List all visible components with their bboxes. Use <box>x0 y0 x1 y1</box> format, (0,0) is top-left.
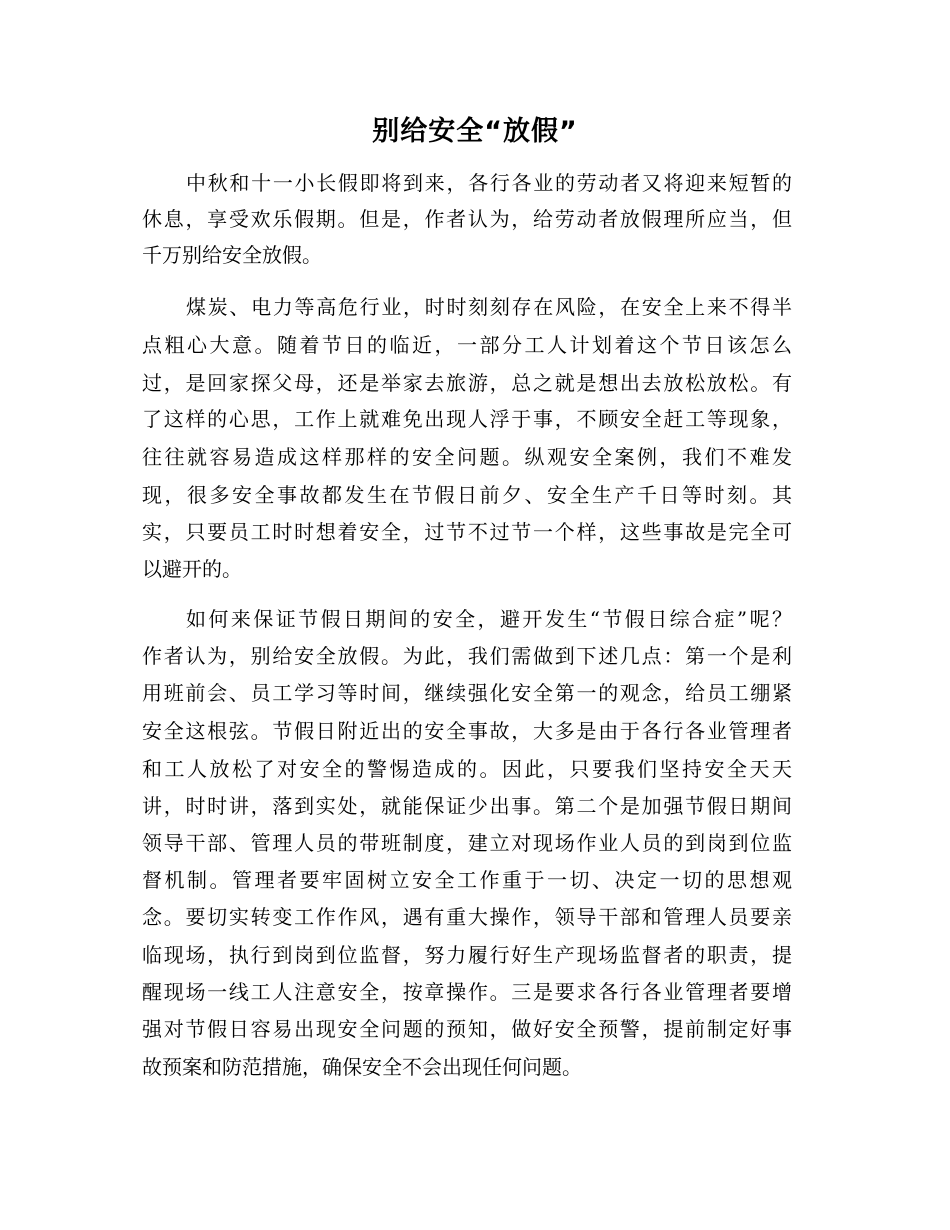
paragraph-3-line-9: 念。要切实转变工作作风，遇有重大操作，领导干部和管理人员要亲 <box>142 905 792 929</box>
paragraph-3-line-5: 和工人放松了对安全的警惕造成的。因此，只要我们坚持安全天天 <box>142 757 792 781</box>
paragraph-2-line-6: 现，很多安全事故都发生在节假日前夕、安全生产千日等时刻。其 <box>142 483 792 507</box>
paragraph-1-line-3: 千万别给安全放假。 <box>142 243 322 267</box>
paragraph-1-line-1: 中秋和十一小长假即将到来，各行各业的劳动者又将迎来短暂的 <box>186 171 792 195</box>
paragraph-2-line-7: 实，只要员工时时想着安全，过节不过节一个样，这些事故是完全可 <box>142 520 792 544</box>
document-title: 别给安全“放假” <box>372 116 578 147</box>
paragraph-3-line-13: 故预案和防范措施，确保安全不会出现任何问题。 <box>142 1055 582 1079</box>
paragraph-2-line-5: 往往就容易造成这样那样的安全问题。纵观安全案例，我们不难发 <box>142 445 792 469</box>
paragraph-3-line-7: 领导干部、管理人员的带班制度，建立对现场作业人员的到岗到位监 <box>142 831 792 855</box>
paragraph-3-line-10: 临现场，执行到岗到位监督，努力履行好生产现场监督者的职责，提 <box>142 943 792 967</box>
paragraph-3-line-3: 用班前会、员工学习等时间，继续强化安全第一的观念，给员工绷紧 <box>142 681 792 705</box>
paragraph-3-line-11: 醒现场一线工人注意安全，按章操作。三是要求各行各业管理者要增 <box>142 980 792 1004</box>
paragraph-2-line-4: 了这样的心思，工作上就难免出现人浮于事，不顾安全赶工等现象， <box>142 407 792 431</box>
paragraph-3-line-12: 强对节假日容易出现安全问题的预知，做好安全预警，提前制定好事 <box>142 1017 792 1041</box>
paragraph-3-line-8: 督机制。管理者要牢固树立安全工作重于一切、决定一切的思想观 <box>142 868 792 892</box>
paragraph-2-line-3: 过，是回家探父母，还是举家去旅游，总之就是想出去放松放松。有 <box>142 371 792 395</box>
paragraph-2-line-2: 点粗心大意。随着节日的临近，一部分工人计划着这个节日该怎么 <box>142 333 792 357</box>
paragraph-3-line-1: 如何来保证节假日期间的安全，避开发生“节假日综合症”呢？ <box>186 607 792 631</box>
paragraph-1-line-2: 休息，享受欢乐假期。但是，作者认为，给劳动者放假理所应当，但 <box>142 207 792 231</box>
paragraph-2-line-8: 以避开的。 <box>142 557 242 581</box>
paragraph-3-line-2: 作者认为，别给安全放假。为此，我们需做到下述几点：第一个是利 <box>142 644 792 668</box>
paragraph-2-line-1: 煤炭、电力等高危行业，时时刻刻存在风险，在安全上来不得半 <box>186 295 792 319</box>
paragraph-3-line-4: 安全这根弦。节假日附近出的安全事故，大多是由于各行各业管理者 <box>142 719 792 743</box>
paragraph-3-line-6: 讲，时时讲，落到实处，就能保证少出事。第二个是加强节假日期间 <box>142 794 792 818</box>
